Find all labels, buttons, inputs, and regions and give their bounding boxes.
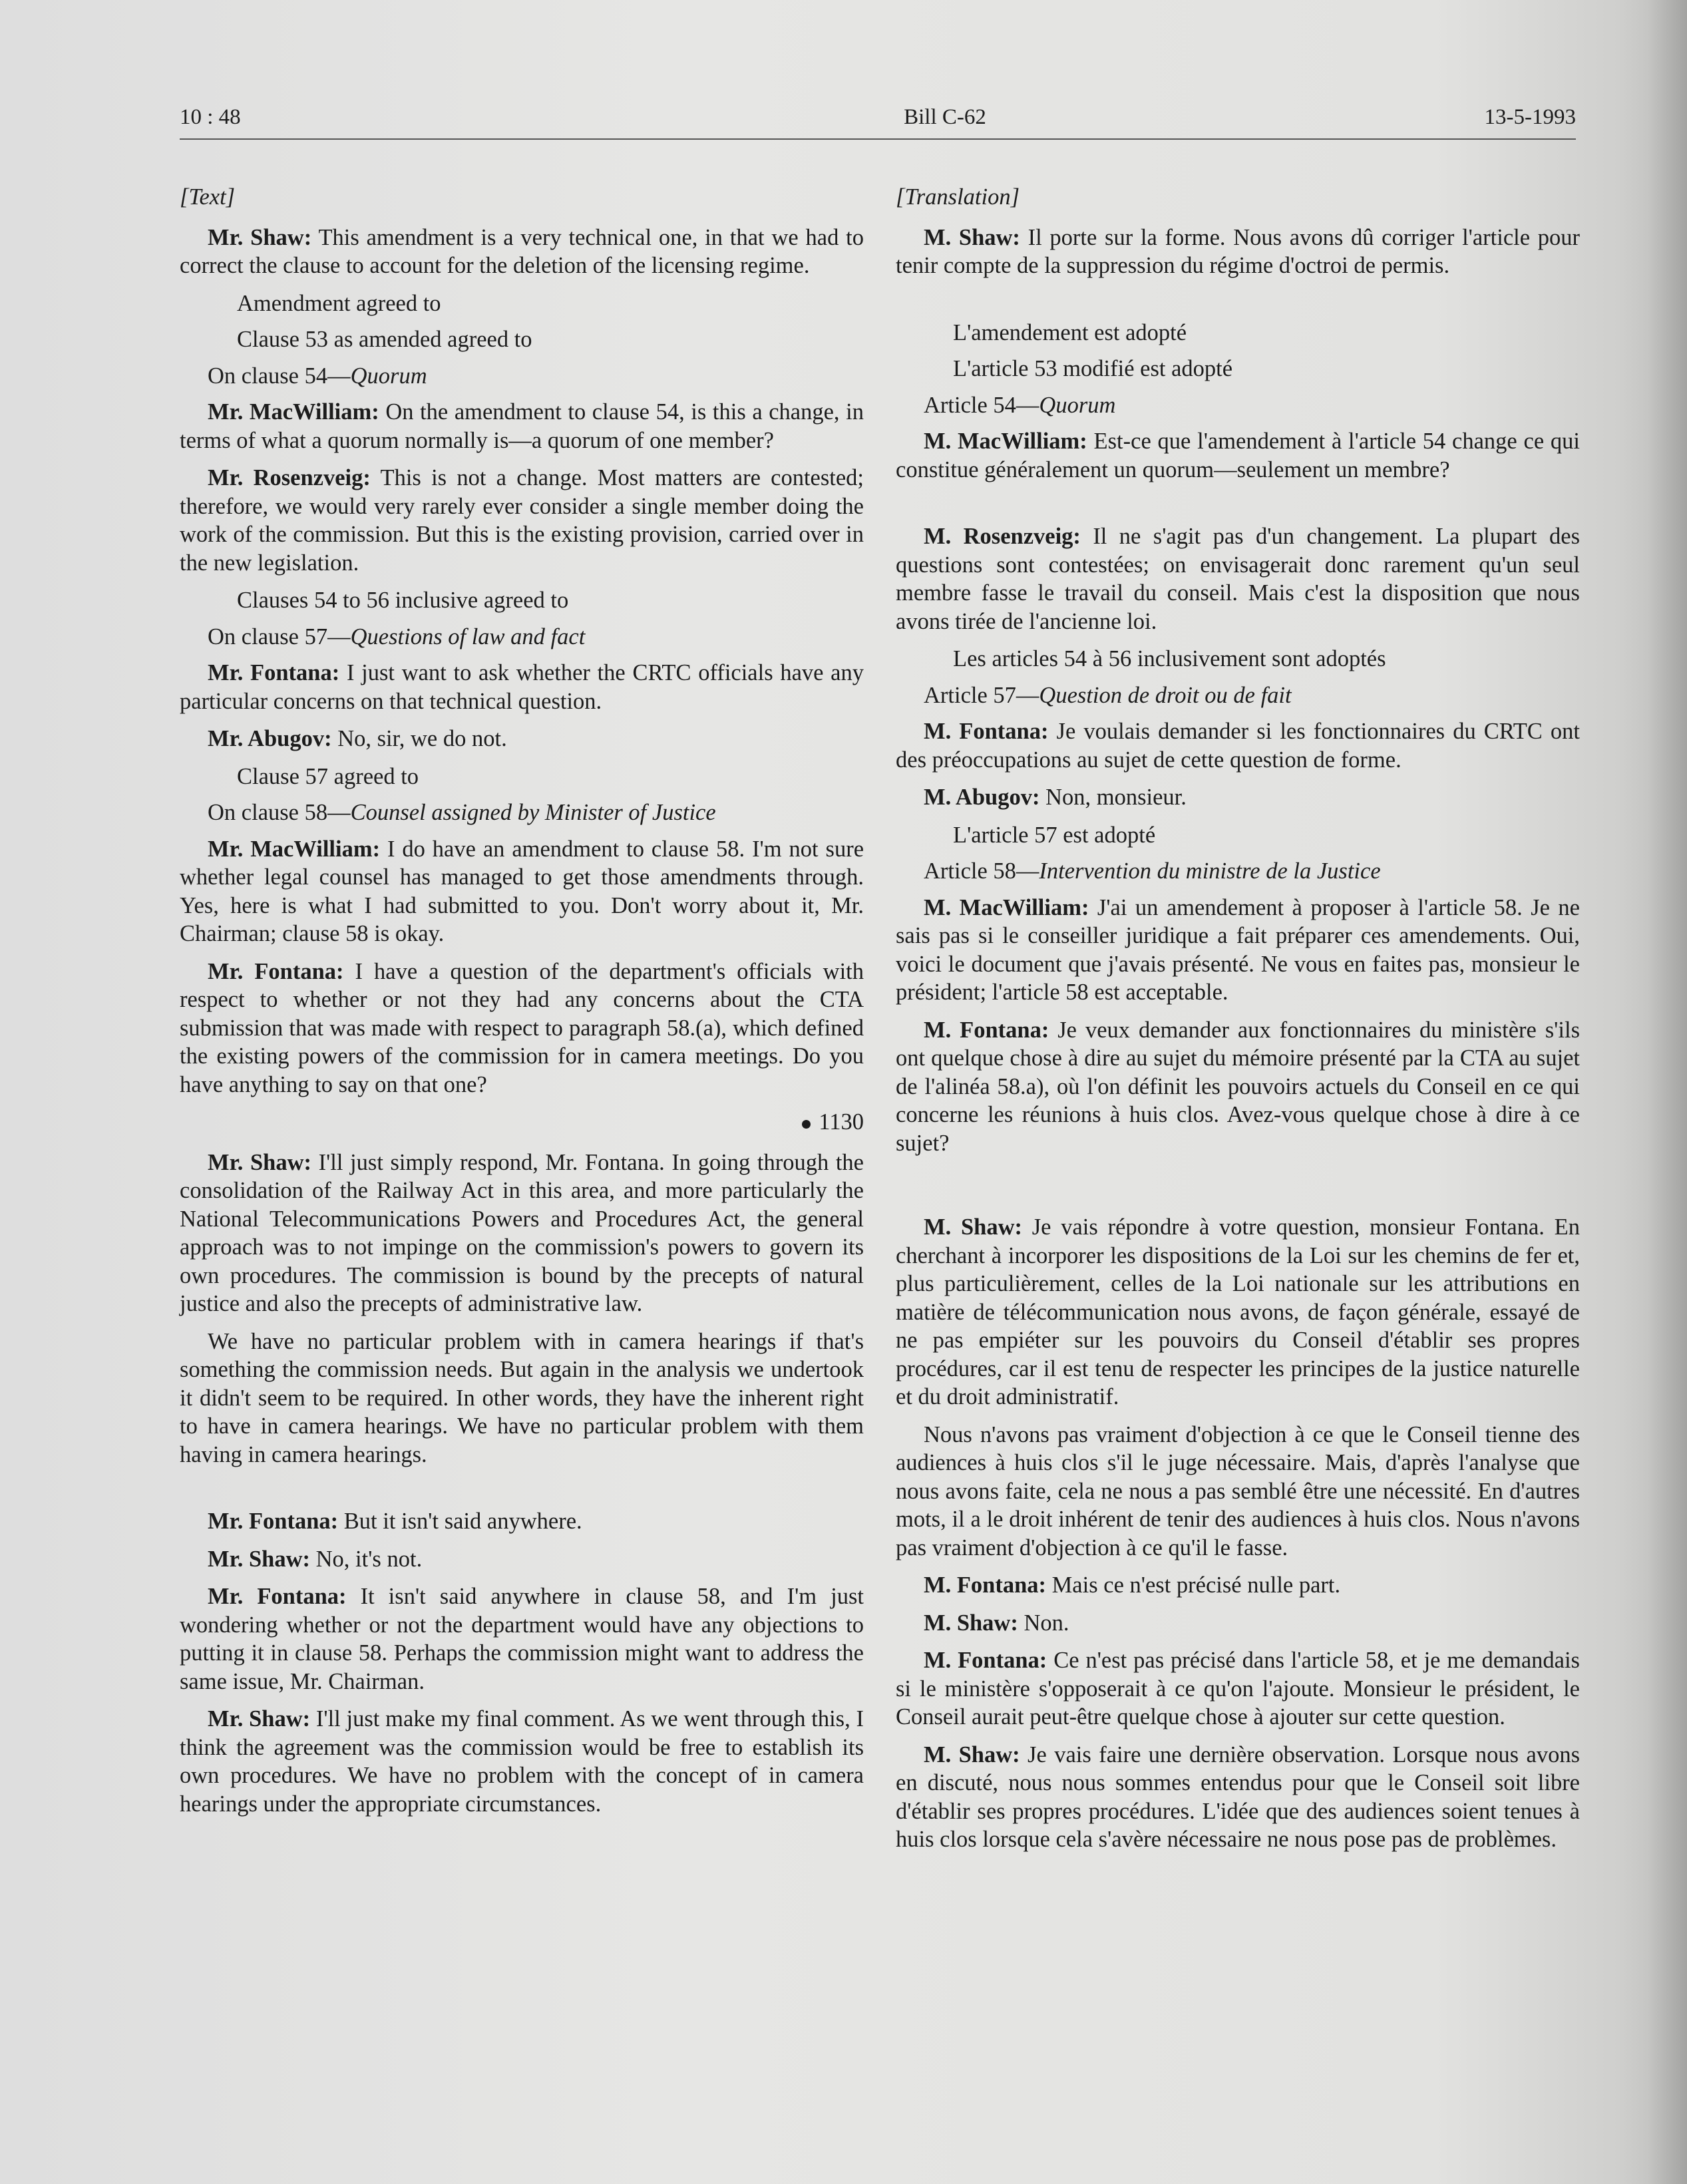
page-header (180, 105, 1576, 140)
language-label: [Text] (180, 184, 236, 210)
speech-text: I'll just make my final comment. As we went through this, I think the agreement was the commission would be free to establish its own procedures. We have no problem with the concept of in camera hearings under the appropriate circumstances. (180, 1706, 864, 1817)
speech-paragraph (180, 1507, 864, 1536)
speech-paragraph (896, 522, 1580, 636)
speech-text: Mais ce n'est précisé nulle part. (1046, 1572, 1341, 1598)
speaker-name: Mr. Shaw: (208, 224, 312, 250)
speech-paragraph (896, 1421, 1580, 1562)
clause-heading (896, 681, 1580, 710)
speaker-name: Mr. Fontana: (208, 1509, 339, 1534)
speaker-name: Mr. Shaw: (208, 1706, 311, 1731)
speech-paragraph (896, 1609, 1580, 1638)
speech-paragraph (896, 427, 1580, 484)
motion-line: L'article 53 modifié est adopté (953, 356, 1233, 381)
speech-text: No, it's not. (310, 1546, 423, 1572)
clause-number: Article 57— (924, 682, 1039, 708)
spacer (896, 289, 1580, 319)
speech-paragraph (896, 894, 1580, 1007)
clause-heading (896, 391, 1580, 420)
speaker-name: M. Shaw: (924, 224, 1020, 250)
clause-number: On clause 54— (208, 363, 351, 389)
speech-text: J'ai un amendement à proposer à l'article 58. Je ne sais pas si le conseiller juridique a fait préparer ces amendements. Oui, voici le document que j'avais présenté. Ne vous en faites pas, monsieur le président; l'article 58 est acceptable. (896, 894, 1580, 1005)
timestamp-text: 1130 (819, 1109, 864, 1135)
speech-text: Ce n'est pas précisé dans l'article 58, et je me demandais si le ministère s'opposerait à ce qu'on l'ajoute. Monsieur le président, le Conseil aurait peut-être quelque chose à ajouter sur cette question. (896, 1648, 1580, 1729)
speech-text: Il ne s'agit pas d'un changement. La plupart des questions sont contestées; on envisagerait donc rarement qu'un seul membre fasse le travail du conseil. Mais c'est la disposition que nous avons tirée de l'ancienne loi. (896, 524, 1580, 634)
timestamp (180, 1108, 864, 1137)
clause-title: Counsel assigned by Minister of Justice (350, 800, 716, 825)
speech-paragraph (896, 1213, 1580, 1411)
speaker-name: M. MacWilliam: (924, 429, 1087, 454)
motion-line: L'article 57 est adopté (953, 822, 1156, 848)
date: 13-5-1993 (1484, 105, 1576, 129)
speaker-name: M. Abugov: (924, 785, 1040, 810)
speaker-name: M. Rosenzveig: (924, 524, 1081, 549)
speech-paragraph (180, 958, 864, 1099)
language-label-text: Translation (904, 184, 1011, 210)
clause-number: On clause 58— (208, 800, 351, 825)
motion-line: Clause 57 agreed to (237, 763, 419, 789)
speaker-name: M. Fontana: (924, 1572, 1046, 1598)
speech-paragraph (896, 783, 1580, 812)
english-column (180, 183, 864, 1827)
speaker-name: Mr. Fontana: (208, 958, 344, 984)
clause-title: Quorum (1039, 392, 1116, 418)
speech-text: Il porte sur la forme. Nous avons dû corriger l'article pour tenir compte de la suppression du régime d'octroi de permis. (896, 224, 1580, 278)
language-label-text: Text (188, 184, 226, 210)
language-label: [Translation] (896, 184, 1020, 210)
speech-paragraph (896, 1741, 1580, 1854)
speech-text: Je vais répondre à votre question, monsieur Fontana. En cherchant à incorporer les dispositions de la Loi sur les chemins de fer et, plus particulièrement, celles de la Loi nationale sur les attributions en matière de télécommunication nous avons, de façon générale, essayé de ne pas empiéter sur les pouvoirs du Conseil d'établir ses propres procédures, car il est tenu de respecter les principes de la justice naturelle et du droit administratif. (896, 1214, 1580, 1409)
clause-number: On clause 57— (208, 624, 351, 649)
speech-paragraph (180, 1545, 864, 1574)
speech-paragraph (180, 835, 864, 948)
speech-text: Non, monsieur. (1039, 785, 1187, 810)
speech-paragraph (180, 1582, 864, 1696)
motion-line: L'amendement est adopté (953, 319, 1187, 345)
speech-text: Est-ce que l'amendement à l'article 54 change ce qui constitue généralement un quorum—seulement un membre? (896, 429, 1580, 482)
clause-title: Intervention du ministre de la Justice (1039, 858, 1381, 884)
speech-paragraph (180, 464, 864, 577)
speech-paragraph (896, 1571, 1580, 1600)
clause-title: Questions of law and fact (350, 624, 586, 649)
speech-text: I just want to ask whether the CRTC officials have any particular concerns on that technical question. (180, 660, 864, 714)
motion-line: Clause 53 as amended agreed to (237, 327, 532, 352)
speaker-name: Mr. MacWilliam: (208, 836, 381, 862)
speech-text: I do have an amendment to clause 58. I'm not sure whether legal counsel has managed to get those amendments through. Yes, here is what I had submitted to you. Don't worry about it, Mr. Chairman; clause 58 is okay. (180, 836, 864, 946)
speaker-name: M. Shaw: (924, 1214, 1022, 1240)
speech-text: I have a question of the department's officials with respect to whether or not they had any concerns about the CTA submission that was made with respect to paragraph 58.(a), which defined the existing powers of the commission for in camera meetings. Do you have anything to say on that one? (180, 958, 864, 1097)
french-column (896, 183, 1580, 1863)
speech-paragraph (180, 1328, 864, 1469)
speech-paragraph (896, 224, 1580, 280)
motion-line: Les articles 54 à 56 inclusivement sont adoptés (953, 646, 1386, 671)
speech-paragraph (180, 1705, 864, 1818)
speech-text: No, sir, we do not. (331, 726, 507, 751)
speech-text: We have no particular problem with in camera hearings if that's something the commission needs. But again in the analysis we undertook it didn't seem to be required. In other words, they have the inherent right to have in camera hearings. We have no particular problem with them having in camera hearings. (180, 1328, 864, 1467)
clause-heading (180, 799, 864, 827)
speech-paragraph (180, 224, 864, 280)
motion-line: Amendment agreed to (237, 290, 441, 316)
clause-heading (896, 857, 1580, 886)
spacer (180, 1478, 864, 1507)
speech-text: This amendment is a very technical one, in that we had to correct the clause to account for the deletion of the licensing regime. (180, 224, 864, 278)
speech-paragraph (896, 717, 1580, 774)
speech-paragraph (180, 725, 864, 753)
page-edge-shadow (1647, 0, 1687, 2184)
bullet-icon (802, 1120, 811, 1129)
speaker-name: M. Fontana: (924, 719, 1049, 744)
speech-paragraph (180, 1149, 864, 1318)
speech-text: I'll just simply respond, Mr. Fontana. In going through the consolidation of the Railway Act in this area, and more particularly the National Telecommunications Powers and Procedures Act, the general approach was to not impinge on the commission's powers to govern its own procedures. The commission is bound by the precepts of natural justice and also the precepts of administrative law. (180, 1149, 864, 1316)
speaker-name: Mr. Shaw: (208, 1546, 310, 1572)
bill-title: Bill C-62 (904, 105, 986, 129)
speaker-name: M. Fontana: (924, 1017, 1049, 1043)
speech-paragraph (180, 659, 864, 715)
speaker-name: Mr. Shaw: (208, 1149, 311, 1175)
spacer (896, 1167, 1580, 1213)
speech-paragraph (896, 1646, 1580, 1731)
motion-line: Clauses 54 to 56 inclusive agreed to (237, 588, 569, 613)
clause-heading (180, 362, 864, 391)
speech-text: But it isn't said anywhere. (338, 1509, 582, 1534)
speech-text: This is not a change. Most matters are contested; therefore, we would very rarely ever consider a single member doing the work of the commission. But this is the existing provision, carried over in the new legislation. (180, 465, 864, 576)
speaker-name: M. Shaw: (924, 1610, 1018, 1636)
clause-heading (180, 623, 864, 651)
speaker-name: M. MacWilliam: (924, 894, 1089, 920)
clause-number: Article 58— (924, 858, 1039, 884)
speech-text: Je veux demander aux fonctionnaires du ministère s'ils ont quelque chose à dire au sujet du mémoire présenté par la CTA au sujet de l'alinéa 58.a), où l'on définit les pouvoirs actuels du Conseil en ce qui concerne les réunions à huis clos. Avez-vous quelque chose à dire à ce sujet? (896, 1017, 1580, 1156)
speaker-name: Mr. Fontana: (208, 1584, 347, 1609)
speech-paragraph (896, 1016, 1580, 1158)
speech-text: Non. (1018, 1610, 1069, 1636)
speech-paragraph (180, 398, 864, 455)
clause-title: Question de droit ou de fait (1039, 682, 1292, 708)
speaker-name: Mr. MacWilliam: (208, 399, 379, 425)
clause-number: Article 54— (924, 392, 1039, 418)
clause-title: Quorum (350, 363, 427, 389)
page-number: 10 : 48 (180, 105, 241, 129)
speaker-name: M. Shaw: (924, 1741, 1020, 1767)
speech-text: Nous n'avons pas vraiment d'objection à ce que le Conseil tienne des audiences à huis clos s'il le juge nécessaire. Mais, d'après l'analyse que nous avons faite, cela ne nous a pas semblé être une nécessité. En d'autres mots, il a le droit inhérent de tenir des audiences à huis clos. Nous n'avons pas vraiment d'objection à ce qu'il le fasse. (896, 1421, 1580, 1560)
spacer (896, 493, 1580, 522)
speaker-name: Mr. Abugov: (208, 726, 332, 751)
speech-text: Je voulais demander si les fonctionnaires du CRTC ont des préoccupations au sujet de cette question de forme. (896, 719, 1580, 773)
speech-text: On the amendment to clause 54, is this a change, in terms of what a quorum normally is—a quorum of one member? (180, 399, 864, 453)
speech-text: It isn't said anywhere in clause 58, and I'm just wondering whether or not the department would have any objections to putting it in clause 58. Perhaps the commission might want to address the same issue, Mr. Chairman. (180, 1584, 864, 1694)
speech-text: Je vais faire une dernière observation. Lorsque nous avons en discuté, nous nous sommes entendus pour que le Conseil soit libre d'établir ses propres procédures. L'idée que des audiences soient tenues à huis clos lorsque cela s'avère nécessaire ne nous pose pas de problèmes. (896, 1741, 1580, 1852)
speaker-name: M. Fontana: (924, 1648, 1047, 1673)
speaker-name: Mr. Rosenzveig: (208, 465, 371, 490)
speaker-name: Mr. Fontana: (208, 660, 340, 685)
